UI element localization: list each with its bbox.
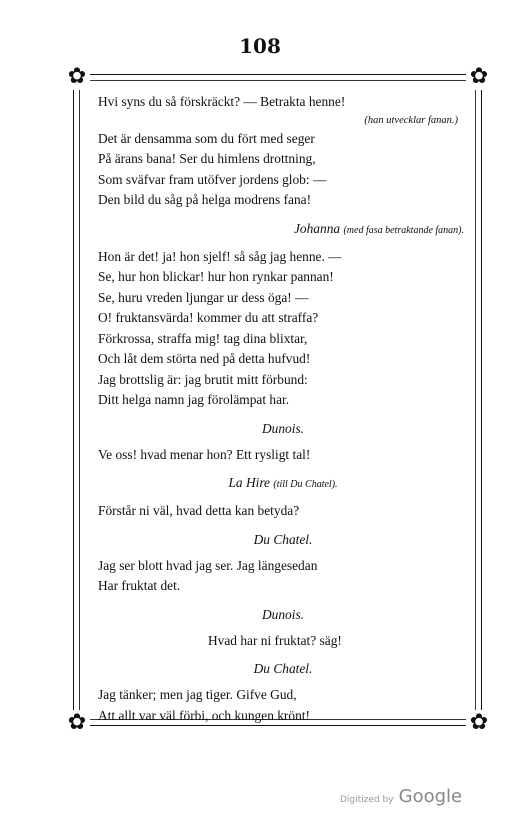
floral-corner-icon: ✿ — [466, 64, 492, 90]
verse-line: Förkrossa, straffa mig! tag dina blixtar, — [98, 330, 308, 346]
verse-line: Förstår ni väl, hvad detta kan betyda? — [98, 503, 300, 518]
verse-line: Hvad har ni fruktat? säg! — [208, 632, 342, 648]
verse-line: Se, hur hon blickar! hur hon rynkar pannan! — [98, 269, 334, 284]
floral-corner-icon: ✿ — [64, 710, 90, 736]
stage-direction: (med fasa betraktande fanan). — [343, 224, 464, 236]
verse-line: På ärans bana! Ser du himlens drottning, — [98, 151, 316, 166]
verse-line: Som sväfvar fram utöfver jordens glob: — — [98, 171, 327, 187]
floral-corner-icon: ✿ — [466, 710, 492, 736]
floral-corner-icon: ✿ — [64, 64, 90, 90]
verse-line: Hon är det! ja! hon sjelf! så såg jag henne. — — [98, 248, 342, 264]
digitized-by-watermark — [340, 786, 462, 807]
verse-line: Hvi syns du så förskräckt? — Betrakta henne! — [98, 94, 346, 109]
stage-direction: (han utvecklar fanan.) — [364, 114, 458, 126]
verse-line: Ditt helga namn jag förolämpat har. — [98, 392, 290, 407]
verse-line: Har fruktat det. — [98, 578, 181, 593]
speaker-heading — [98, 473, 468, 495]
speaker-name: Dunois. — [261, 606, 305, 622]
speaker-heading — [98, 419, 468, 439]
verse-line: Det är densamma som du fört med seger — [98, 130, 315, 146]
verse-line: O! fruktansvärda! kommer du att straffa? — [98, 310, 319, 325]
verse-line: Se, huru vreden ljungar ur dess öga! — — [98, 289, 309, 305]
speaker-heading — [98, 530, 468, 550]
verse-line: Och låt dem störta ned på detta hufvud! — [98, 351, 311, 366]
speaker-name: La Hire — [228, 475, 270, 490]
verse-line: Jag tänker; men jag tiger. Gifve Gud, — [98, 687, 297, 702]
speaker-name: Du Chatel. — [253, 531, 313, 547]
speaker-name: Du Chatel. — [253, 661, 313, 676]
speaker-heading — [98, 219, 468, 241]
verse-line: Den bild du såg på helga modrens fana! — [98, 192, 312, 207]
speaker-heading — [98, 605, 468, 625]
play-text — [98, 92, 468, 726]
speaker-name: Dunois. — [261, 420, 305, 436]
speaker-name: Johanna — [293, 220, 341, 236]
stage-direction: (till Du Chatel). — [273, 479, 338, 490]
verse-line: Jag brottslig är: jag brutit mitt förbund: — [98, 371, 308, 387]
digitized-by-label: Digitized by — [340, 795, 394, 805]
speaker-heading — [98, 659, 468, 679]
verse-line: Att allt var väl förbi, och kungen krönt! — [98, 707, 310, 723]
google-logo: Google — [398, 786, 463, 807]
verse-line: Ve oss! hvad menar hon? Ett rysligt tal! — [98, 446, 311, 462]
verse-line: Jag ser blott hvad jag ser. Jag längesedan — [98, 557, 318, 573]
page-number: 108 — [239, 34, 281, 58]
